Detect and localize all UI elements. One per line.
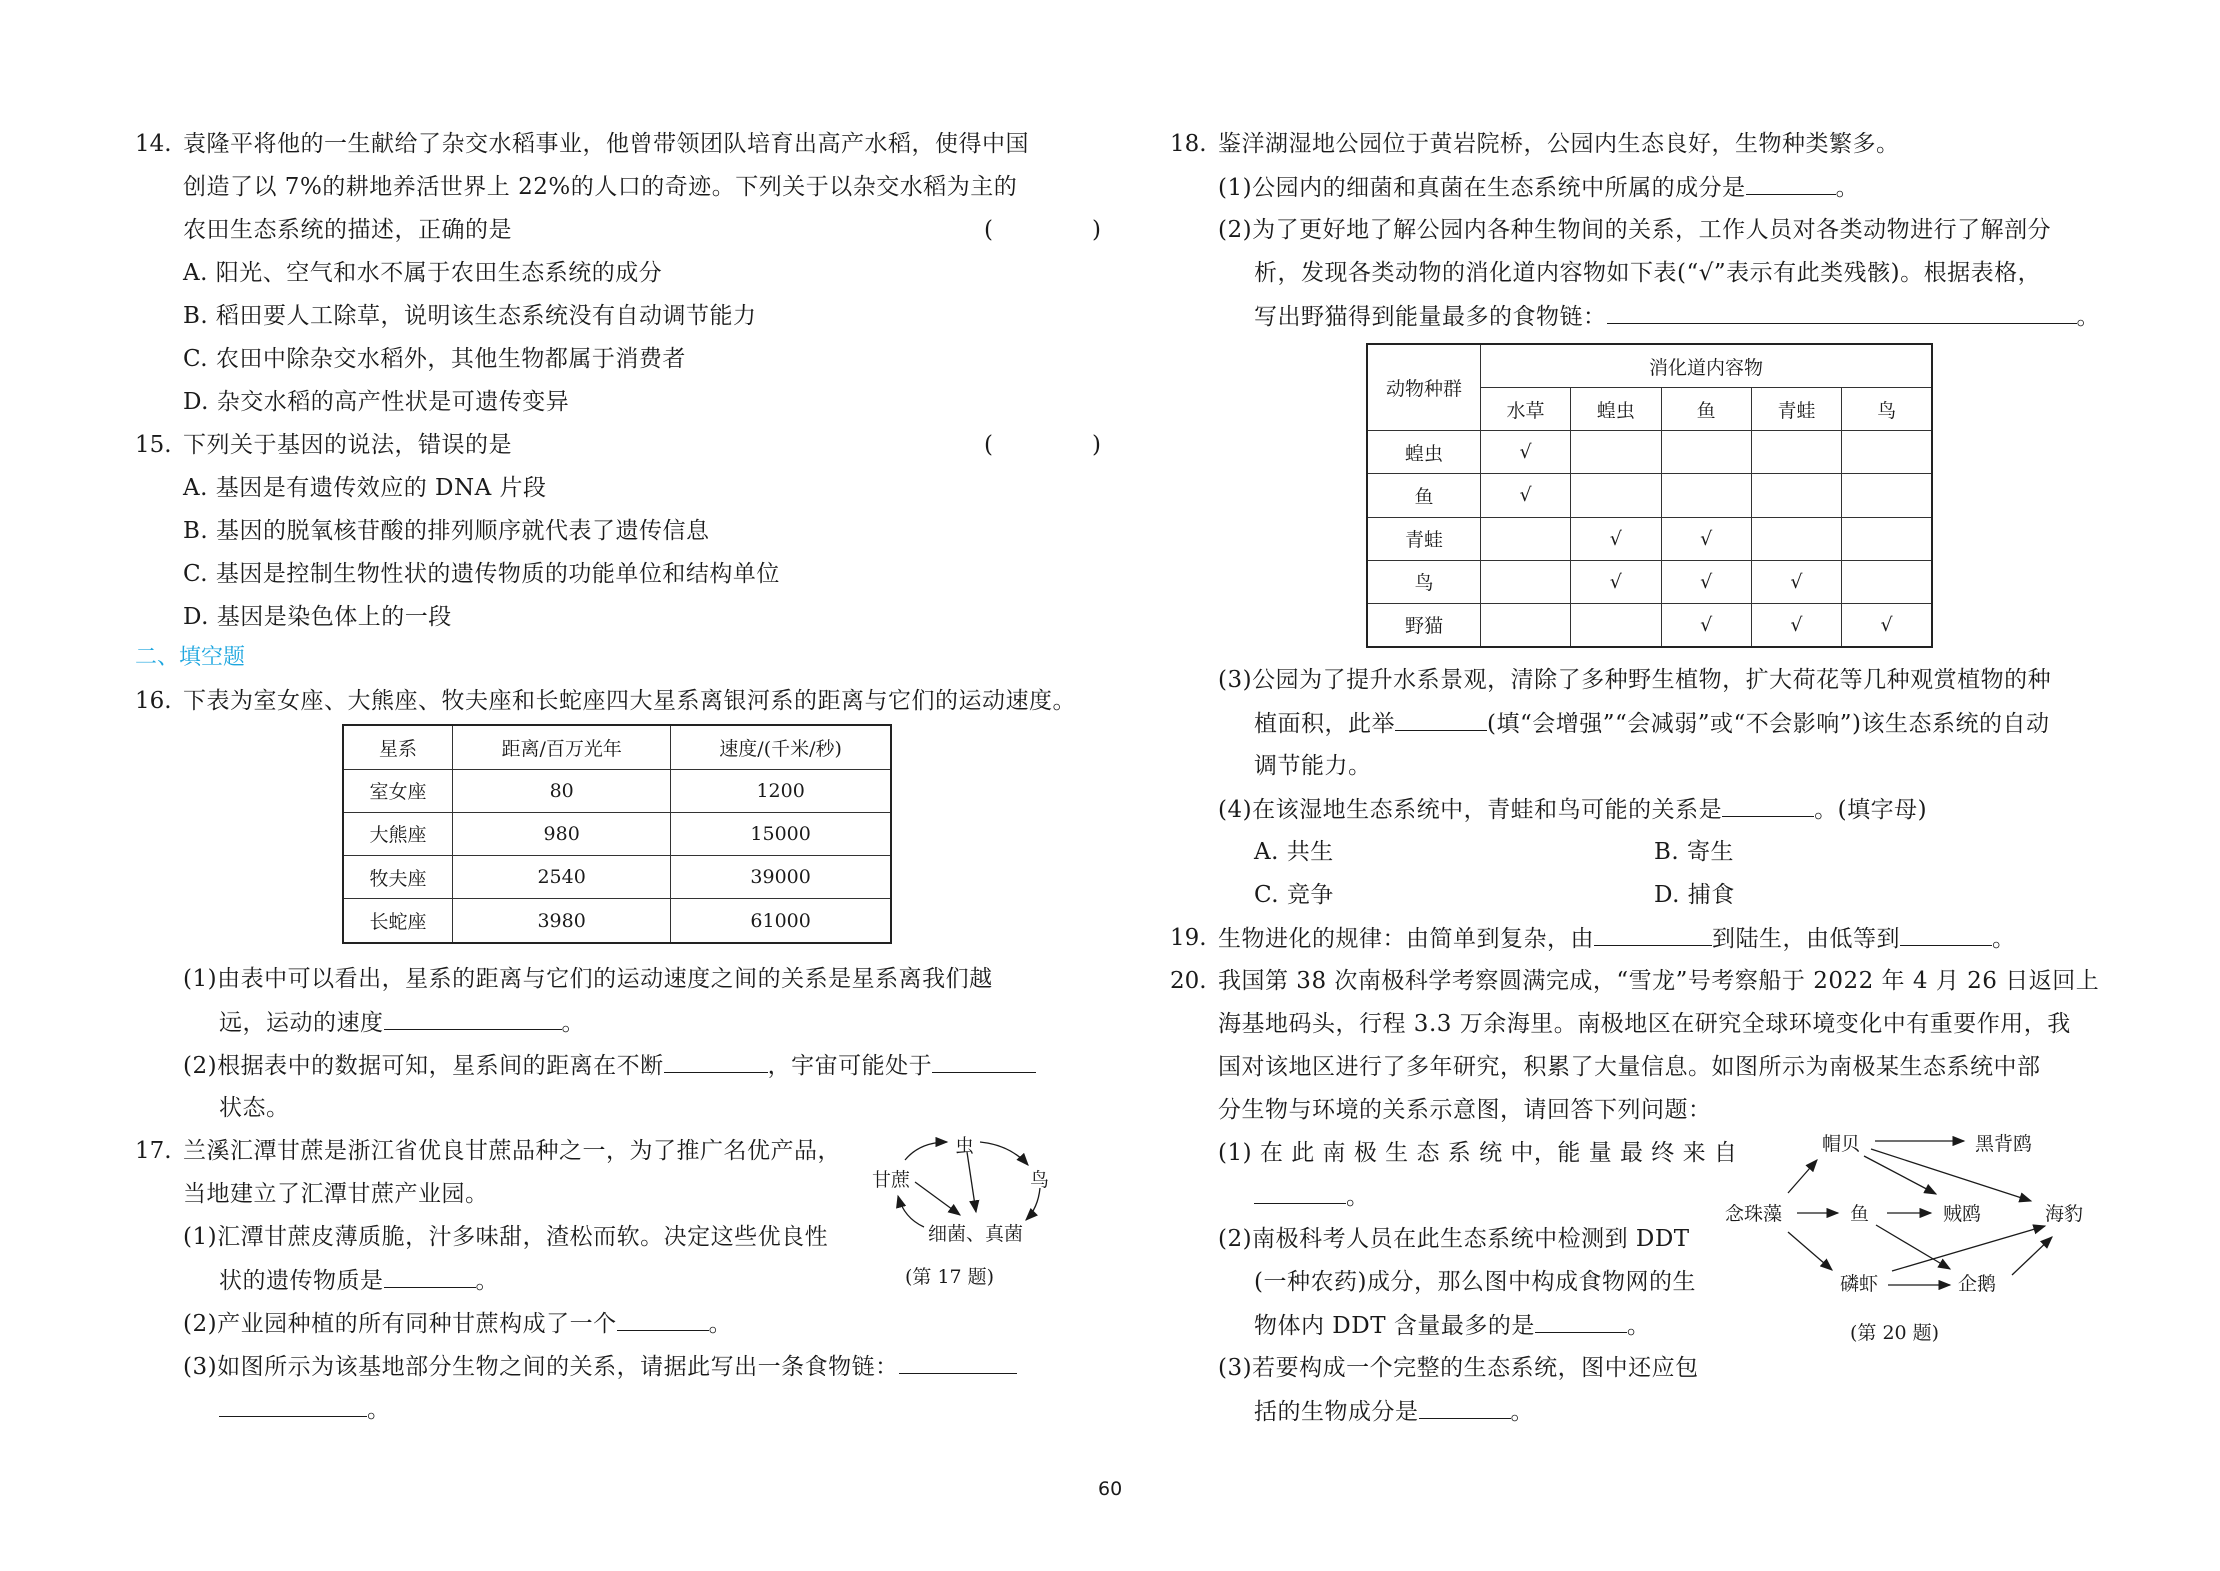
period: 。 — [1346, 1184, 1370, 1210]
arrow — [1871, 1149, 2031, 1201]
subquestion-3-cont — [1254, 708, 2050, 739]
answer-blank[interactable] — [1746, 172, 1836, 195]
table-cell — [1842, 560, 1932, 603]
subquestion-2 — [183, 1308, 732, 1339]
question-stem-line: 农田生态系统的描述，正确的是 — [183, 217, 512, 243]
subquestion-2: (2)为了更好地了解公园内各种生物间的关系，工作人员对各类动物进行了解剖分 — [1218, 217, 2052, 243]
question-number: 15. — [135, 432, 172, 458]
option-b: B. 寄生 — [1654, 839, 1735, 865]
question-stem-line: 分生物与环境的关系示意图，请回答下列问题： — [1218, 1097, 1712, 1123]
table-cell — [1480, 603, 1570, 647]
table-row-label: 蝗虫 — [1367, 431, 1480, 474]
answer-blank[interactable] — [219, 1394, 367, 1417]
subquestion-2-cont: (一种农药)成分，那么图中构成食物网的生 — [1254, 1269, 1696, 1295]
subquestion-text: ，宇宙可能处于 — [767, 1053, 933, 1079]
table-row — [343, 899, 891, 943]
subquestion-text: (2)产业园种植的所有同种甘蔗构成了一个 — [183, 1311, 617, 1337]
figure-caption: (第 17 题) — [905, 1266, 995, 1288]
subquestion-text: 物体内 DDT 含量最多的是 — [1254, 1313, 1535, 1339]
table-cell: √ — [1751, 603, 1841, 647]
table-cell: 1200 — [671, 769, 891, 812]
table-row-label: 野猫 — [1367, 603, 1480, 647]
option-a: A. 共生 — [1254, 839, 1334, 865]
table-row-label: 青蛙 — [1367, 517, 1480, 560]
galaxy-table — [342, 724, 892, 944]
question-text: 到陆生，由低等到 — [1712, 926, 1900, 952]
period: 。 — [561, 1010, 585, 1036]
subquestion-2-cont — [1254, 301, 2100, 332]
arrow — [898, 1196, 924, 1227]
answer-bracket[interactable]: ( ) — [984, 217, 1139, 243]
question-stem-line: 袁隆平将他的一生献给了杂交水稻事业，他曾带领团队培育出高产水稻，使得中国 — [183, 131, 1029, 157]
table-row — [1367, 603, 1932, 647]
table-header: 星系 — [343, 725, 453, 769]
table-cell: 15000 — [671, 812, 891, 855]
subquestion-1: (1)由表中可以看出，星系的距离与它们的运动速度之间的关系是星系离我们越 — [183, 966, 993, 992]
question-number: 17. — [135, 1138, 172, 1164]
table-cell — [1571, 474, 1661, 517]
arrow — [1026, 1188, 1040, 1220]
period: 。 — [708, 1311, 733, 1337]
table-header-row — [343, 725, 891, 769]
table-header: 距离/百万光年 — [453, 725, 671, 769]
question-stem-line: 国对该地区进行了多年研究，积累了大量信息。如图所示为南极某生态系统中部 — [1218, 1054, 2041, 1080]
table-cell — [1571, 603, 1661, 647]
table-cell: 长蛇座 — [343, 899, 453, 943]
digestive-contents-table — [1366, 343, 1933, 648]
subquestion-2-cont: 状态。 — [219, 1095, 290, 1121]
answer-blank[interactable] — [384, 1007, 562, 1030]
table-header: 动物种群 — [1367, 344, 1480, 431]
node-label: 细菌、真菌 — [928, 1223, 1024, 1245]
node-label: 黑背鸥 — [1975, 1133, 2033, 1155]
period: 。 — [1992, 926, 2016, 952]
answer-blank[interactable] — [1419, 1396, 1511, 1419]
question-stem-line: 海基地码头，行程 3.3 万余海里。南极地区在研究全球环境变化中有重要作用，我 — [1218, 1011, 2071, 1037]
table-cell: 980 — [453, 812, 671, 855]
subquestion-text: (2)根据表中的数据可知，星系间的距离在不断 — [183, 1053, 664, 1079]
table-row — [1367, 431, 1932, 474]
option-a: A. 阳光、空气和水不属于农田生态系统的成分 — [183, 260, 663, 286]
question-stem-line: 创造了以 7%的耕地养活世界上 22%的人口的奇迹。下列关于以杂交水稻为主的 — [183, 174, 1018, 200]
question-text: 生物进化的规律：由简单到复杂，由 — [1218, 926, 1594, 952]
answer-blank[interactable] — [664, 1050, 768, 1073]
period: 。 — [475, 1268, 499, 1294]
table-cell — [1661, 474, 1751, 517]
table-cell — [1842, 474, 1932, 517]
question-number: 18. — [1170, 131, 1207, 157]
table-cell: 39000 — [671, 856, 891, 899]
question-stem: 下列关于基因的说法，错误的是 — [183, 432, 512, 458]
subquestion-1 — [1218, 172, 1859, 203]
question-stem — [1218, 923, 2016, 954]
table-cell: √ — [1480, 474, 1570, 517]
arrow — [980, 1142, 1028, 1165]
table-cell: √ — [1480, 431, 1570, 474]
answer-blank[interactable] — [1395, 708, 1487, 731]
period: 。 — [367, 1397, 391, 1423]
node-label: 磷虾 — [1840, 1273, 1879, 1295]
answer-blank[interactable] — [1607, 301, 2077, 324]
node-label: 企鹅 — [1958, 1273, 1997, 1295]
subquestion-text: 植面积，此举 — [1254, 711, 1395, 737]
answer-bracket[interactable]: ( ) — [984, 432, 1139, 458]
arrow — [905, 1142, 947, 1160]
subquestion-text: 远，运动的速度 — [219, 1010, 384, 1036]
subquestion-text: 写出野猫得到能量最多的食物链： — [1254, 304, 1607, 330]
option-d: D. 杂交水稻的高产性状是可遗传变异 — [183, 389, 570, 415]
table-cell: 室女座 — [343, 769, 453, 812]
table-cell: √ — [1661, 517, 1751, 560]
arrow — [915, 1182, 960, 1215]
node-label: 鱼 — [1850, 1203, 1870, 1225]
subquestion-3-cont: 调节能力。 — [1254, 753, 1372, 779]
table-header: 蝗虫 — [1571, 388, 1661, 431]
subquestion-text: (填“会增强”“会减弱”或“不会影响”)该生态系统的自动 — [1487, 711, 2050, 737]
subquestion-3: (3)公园为了提升水系景观，清除了多种野生植物，扩大荷花等几种观赏植物的种 — [1218, 667, 2052, 693]
table-row-label: 鸟 — [1367, 560, 1480, 603]
arrow — [1864, 1156, 1936, 1194]
table-row — [1367, 474, 1932, 517]
question-number: 20. — [1170, 968, 1207, 994]
arrow — [2012, 1237, 2052, 1275]
answer-blank[interactable] — [899, 1351, 1017, 1374]
subquestion-text: (3)如图所示为该基地部分生物之间的关系，请据此写出一条食物链： — [183, 1354, 899, 1380]
node-label: 海豹 — [2045, 1203, 2084, 1225]
arrow — [1788, 1160, 1817, 1193]
table-row-label: 鱼 — [1367, 474, 1480, 517]
table-cell: √ — [1661, 560, 1751, 603]
option-c: C. 基因是控制生物性状的遗传物质的功能单位和结构单位 — [183, 561, 780, 587]
subquestion-2: (2)南极科考人员在此生态系统中检测到 DDT — [1218, 1226, 1690, 1252]
arrow — [1876, 1225, 1950, 1269]
answer-blank[interactable] — [384, 1265, 476, 1288]
option-d: D. 捕食 — [1654, 882, 1735, 908]
node-label: 虫 — [955, 1135, 975, 1157]
subquestion-text: 括的生物成分是 — [1254, 1399, 1419, 1425]
table-cell — [1842, 517, 1932, 560]
table-header: 青蛙 — [1751, 388, 1841, 431]
subquestion-text: (1)公园内的细菌和真菌在生态系统中所属的成分是 — [1218, 175, 1746, 201]
table-row — [343, 812, 891, 855]
option-c: C. 竞争 — [1254, 882, 1334, 908]
table-header: 鸟 — [1842, 388, 1932, 431]
subquestion-3-cont — [219, 1394, 391, 1425]
node-label: 贼鸥 — [1943, 1203, 1982, 1225]
table-row — [1367, 517, 1932, 560]
node-label: 甘蔗 — [872, 1169, 911, 1191]
subquestion-text: (4)在该湿地生态系统中，青蛙和鸟可能的关系是 — [1218, 797, 1723, 823]
subquestion-4 — [1218, 794, 1927, 825]
answer-blank[interactable] — [1900, 923, 1992, 946]
option-b: B. 基因的脱氧核苷酸的排列顺序就代表了遗传信息 — [183, 518, 710, 544]
question-number: 19. — [1170, 925, 1207, 951]
subquestion-3-cont — [1254, 1396, 1534, 1427]
option-b: B. 稻田要人工除草，说明该生态系统没有自动调节能力 — [183, 303, 757, 329]
subquestion-text: 状的遗传物质是 — [219, 1268, 384, 1294]
table-cell — [1842, 431, 1932, 474]
question-stem: 鉴洋湖湿地公园位于黄岩院桥，公园内生态良好，生物种类繁多。 — [1218, 131, 1900, 157]
table-header-row — [1367, 344, 1932, 388]
question-stem-line: 兰溪汇潭甘蔗是浙江省优良甘蔗品种之一，为了推广名优产品， — [183, 1138, 841, 1164]
table-header: 水草 — [1480, 388, 1570, 431]
subquestion-1-cont — [1254, 1181, 1370, 1212]
table-cell — [1480, 517, 1570, 560]
answer-blank[interactable] — [1535, 1310, 1627, 1333]
table-cell: 大熊座 — [343, 812, 453, 855]
question-number: 16. — [135, 688, 172, 714]
table-cell: 2540 — [453, 856, 671, 899]
question-stem: 下表为室女座、大熊座、牧夫座和长蛇座四大星系离银河系的距离与它们的运动速度。 — [183, 688, 1076, 714]
table-cell — [1571, 431, 1661, 474]
subquestion-2 — [183, 1050, 1036, 1081]
table-cell: √ — [1661, 603, 1751, 647]
table-header: 鱼 — [1661, 388, 1751, 431]
period: 。 — [1626, 1313, 1651, 1339]
period: 。 — [2076, 304, 2100, 330]
table-cell — [1751, 431, 1841, 474]
table-cell — [1751, 474, 1841, 517]
option-d: D. 基因是染色体上的一段 — [183, 604, 452, 630]
subquestion-1-cont — [219, 1007, 585, 1038]
table-row — [343, 856, 891, 899]
table-row — [343, 769, 891, 812]
arrow — [967, 1152, 976, 1212]
subquestion-1: (1) 在 此 南 极 生 态 系 统 中，能 量 最 终 来 自 — [1218, 1140, 1738, 1166]
section-heading: 二、填空题 — [135, 645, 246, 670]
answer-blank[interactable] — [1254, 1181, 1346, 1204]
table-header: 消化道内容物 — [1480, 344, 1932, 388]
figure-caption: (第 20 题) — [1850, 1322, 1940, 1344]
question-stem-line: 当地建立了汇潭甘蔗产业园。 — [183, 1181, 489, 1207]
node-label: 念珠藻 — [1725, 1203, 1783, 1225]
option-c: C. 农田中除杂交水稻外，其他生物都属于消费者 — [183, 346, 686, 372]
answer-blank[interactable] — [617, 1308, 709, 1331]
table-cell — [1751, 517, 1841, 560]
table-cell: √ — [1842, 603, 1932, 647]
answer-blank[interactable] — [1722, 794, 1814, 817]
answer-blank[interactable] — [1594, 923, 1712, 946]
table-cell — [1661, 431, 1751, 474]
subquestion-3 — [183, 1351, 1017, 1382]
table-cell: 61000 — [671, 899, 891, 943]
subquestion-1: (1)汇潭甘蔗皮薄质脆，汁多味甜，渣松而软。决定这些优良性 — [183, 1224, 829, 1250]
question-stem-line: 我国第 38 次南极科学考察圆满完成，“雪龙”号考察船于 2022 年 4 月 26 日返回上 — [1218, 968, 2100, 994]
subquestion-2-cont — [1254, 1310, 1650, 1341]
table-cell: 3980 — [453, 899, 671, 943]
table-cell: √ — [1571, 560, 1661, 603]
period: 。 — [1510, 1399, 1534, 1425]
table-cell: 牧夫座 — [343, 856, 453, 899]
subquestion-1-cont — [219, 1265, 499, 1296]
arrow — [1788, 1232, 1832, 1270]
table-cell: √ — [1571, 517, 1661, 560]
subquestion-text: 。(填字母) — [1814, 797, 1928, 823]
node-label: 帽贝 — [1822, 1133, 1861, 1155]
table-row — [1367, 560, 1932, 603]
node-label: 鸟 — [1030, 1169, 1050, 1191]
subquestion-3: (3)若要构成一个完整的生态系统，图中还应包 — [1218, 1355, 1699, 1381]
subquestion-2-cont: 析，发现各类动物的消化道内容物如下表(“√”表示有此类残骸)。根据表格， — [1254, 260, 2042, 286]
answer-blank[interactable] — [932, 1050, 1036, 1073]
table-cell — [1480, 560, 1570, 603]
page-number: 60 — [1098, 1478, 1123, 1500]
option-a: A. 基因是有遗传效应的 DNA 片段 — [183, 475, 547, 501]
table-header: 速度/(千米/秒) — [671, 725, 891, 769]
question-number: 14. — [135, 131, 172, 157]
table-cell: √ — [1751, 560, 1841, 603]
period: 。 — [1835, 175, 1860, 201]
food-web-diagram-17 — [860, 1120, 1080, 1320]
table-cell: 80 — [453, 769, 671, 812]
